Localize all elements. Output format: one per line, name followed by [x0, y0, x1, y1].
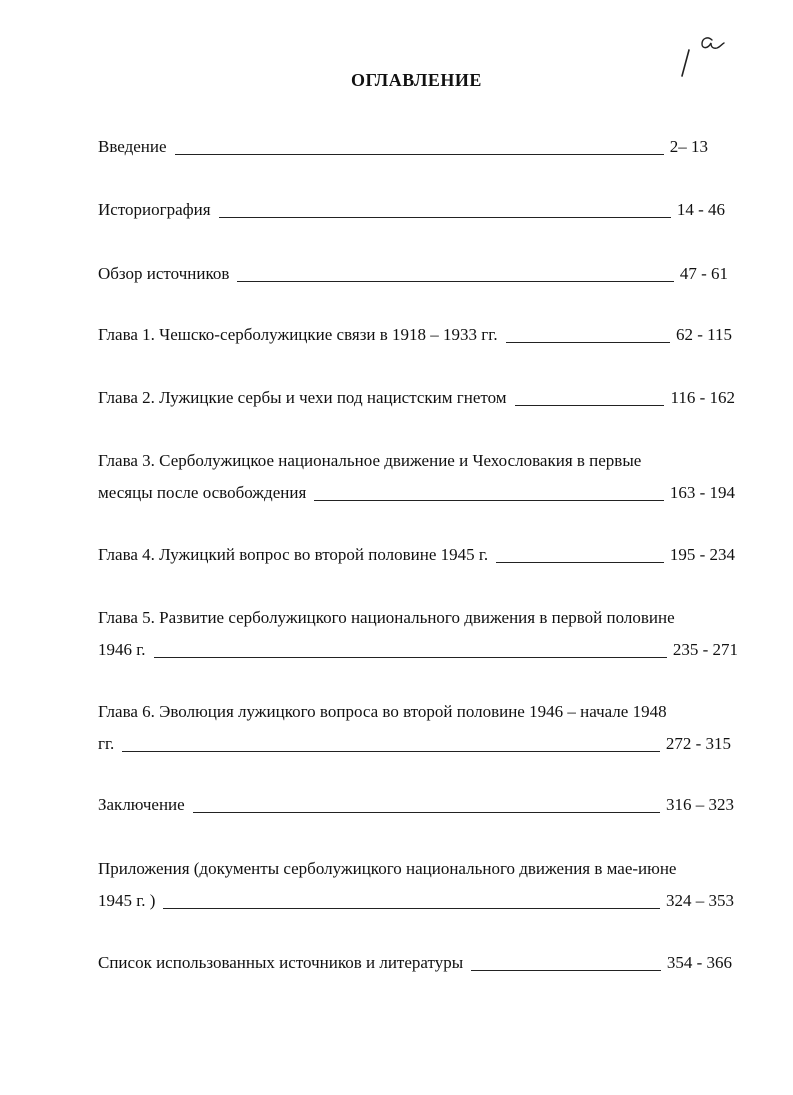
toc-entry-title-line1: Глава 5. Развитие серболужицкого национального движения в первой половине — [98, 608, 675, 627]
toc-leader-line — [122, 737, 660, 752]
toc-entry-title-line2: месяцы после освобождения — [98, 483, 307, 502]
toc-leader-line — [219, 203, 671, 218]
toc-entry-title: Введение — [98, 137, 167, 156]
toc-page-range: 235 - 271 — [672, 640, 738, 659]
toc-entry-title: Обзор источников — [98, 264, 230, 283]
toc-entry-title-line2: 1946 г. — [98, 640, 146, 659]
toc-entry-sources-review[interactable] — [98, 264, 728, 284]
toc-entry-conclusion[interactable] — [98, 795, 734, 815]
toc-page-range: 272 - 315 — [665, 734, 731, 753]
toc-entry-introduction[interactable] — [98, 137, 708, 157]
toc-entry-title-line1: Глава 3. Серболужицкое национальное движение и Чехословакия в первые — [98, 451, 642, 470]
toc-entry-title: Глава 2. Лужицкие сербы и чехи под нацистским гнетом — [98, 388, 507, 407]
toc-entry-chapter-5[interactable] — [98, 608, 738, 660]
toc-page-range: 163 - 194 — [669, 483, 735, 502]
toc-page-range: 316 – 323 — [666, 795, 734, 814]
toc-entry-title: Заключение — [98, 795, 185, 814]
toc-leader-line — [496, 548, 664, 563]
toc-leader-line — [175, 140, 664, 155]
toc-entry-title-line2: гг. — [98, 734, 115, 753]
toc-page-range: 324 – 353 — [666, 891, 734, 910]
toc-leader-line — [163, 894, 660, 909]
toc-entry-title: Глава 4. Лужицкий вопрос во второй половине 1945 г. — [98, 545, 489, 564]
toc-page-range: 62 - 115 — [675, 325, 732, 344]
toc-leader-line — [193, 798, 660, 813]
toc-entry-chapter-1[interactable] — [98, 325, 732, 345]
toc-page-range: 47 - 61 — [679, 264, 728, 283]
toc-entry-appendices[interactable] — [98, 859, 734, 911]
toc-entry-chapter-2[interactable] — [98, 388, 735, 408]
page-title: ОГЛАВЛЕНИЕ — [351, 70, 482, 90]
toc-page-range: 14 - 46 — [676, 200, 725, 219]
toc-entry-chapter-6[interactable] — [98, 702, 731, 754]
toc-entry-title: Историография — [98, 200, 211, 219]
toc-entry-historiography[interactable] — [98, 200, 725, 220]
toc-leader-line — [506, 328, 670, 343]
toc-entry-chapter-4[interactable] — [98, 545, 735, 565]
toc-page-range: 354 - 366 — [666, 953, 732, 972]
toc-leader-line — [154, 643, 667, 658]
toc-entry-chapter-3[interactable] — [98, 451, 735, 503]
toc-page-range: 116 - 162 — [670, 388, 735, 407]
toc-leader-line — [471, 956, 661, 971]
toc-entry-title: Список использованных источников и литературы — [98, 953, 464, 972]
toc-page-range: 2– 13 — [669, 137, 708, 156]
toc-page-range: 195 - 234 — [669, 545, 735, 564]
toc-entry-title-line1: Приложения (документы серболужицкого национального движения в мае-июне — [98, 859, 677, 878]
toc-entry-bibliography[interactable] — [98, 953, 732, 973]
toc-entry-title: Глава 1. Чешско-серболужицкие связи в 1918 – 1933 гг. — [98, 325, 498, 344]
toc-entry-title-line2: 1945 г. ) — [98, 891, 156, 910]
toc-leader-line — [515, 391, 665, 406]
toc-leader-line — [237, 267, 673, 282]
toc-leader-line — [314, 486, 664, 501]
toc-entry-title-line1: Глава 6. Эволюция лужицкого вопроса во второй половине 1946 – начале 1948 — [98, 702, 667, 721]
